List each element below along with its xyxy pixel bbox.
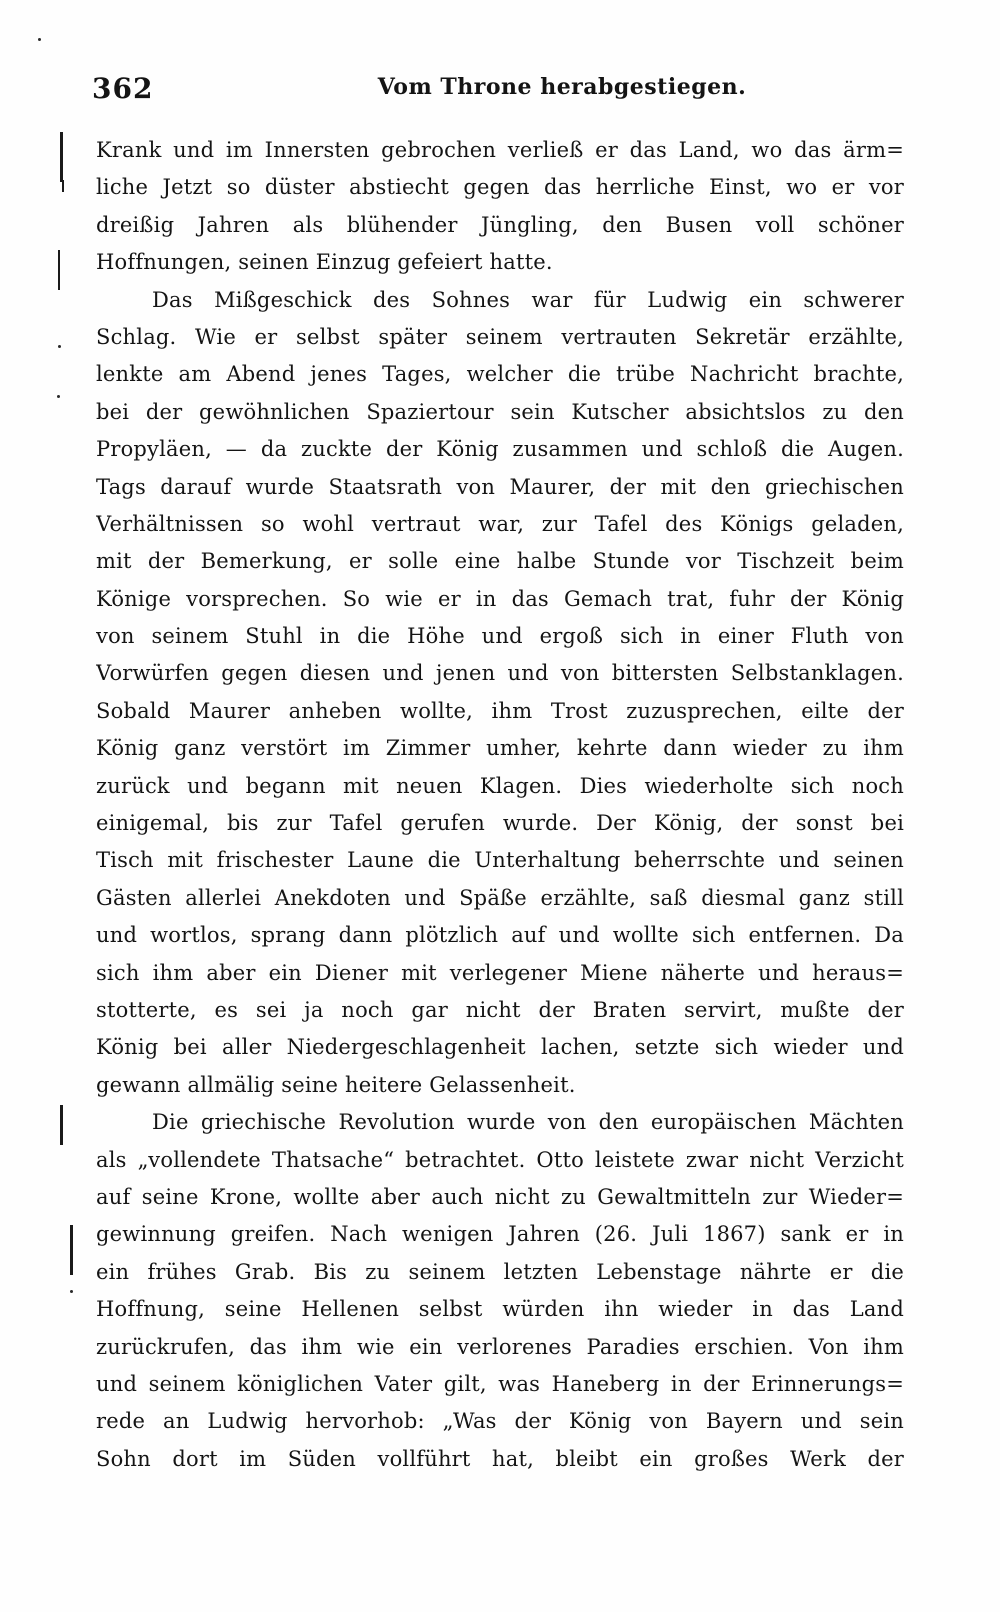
margin-mark (58, 250, 60, 290)
text-line: einigemal, bis zur Tafel gerufen wurde. Der König, der sonst bei (96, 811, 904, 836)
text-line: zurückrufen, das ihm wie ein verlorenes Paradies erschien. Von ihm (96, 1334, 904, 1359)
text-line: Propyläen, — da zuckte der König zusammen und schloß die Augen. (96, 437, 904, 462)
print-speck (57, 395, 60, 398)
text-line: auf seine Krone, wollte aber auch nicht zu Gewaltmitteln zur Wieder= (96, 1184, 904, 1209)
text-line: und seinem königlichen Vater gilt, was Haneberg in der Erinnerungs= (96, 1371, 904, 1396)
text-line: König bei aller Niedergeschlagenheit lachen, setzte sich wieder und (96, 1035, 904, 1060)
margin-mark (70, 1225, 73, 1275)
text-line: Das Mißgeschick des Sohnes war für Ludwig ein schwerer (152, 287, 904, 312)
print-speck (58, 345, 61, 348)
text-line: sich ihm aber ein Diener mit verlegener Miene näherte und heraus= (96, 960, 904, 985)
paragraph (96, 1104, 904, 1478)
text-line: ein frühes Grab. Bis zu seinem letzten Lebenstage nährte er die (96, 1259, 904, 1284)
text-line: mit der Bemerkung, er solle eine halbe Stunde vor Tischzeit beim (96, 549, 904, 574)
text-line: als „vollendete Thatsache“ betrachtet. Otto leistete zwar nicht Verzicht (96, 1147, 904, 1172)
page-header (92, 72, 904, 112)
body-text (96, 132, 904, 1478)
text-line: Vorwürfen gegen diesen und jenen und von bittersten Selbstanklagen. (96, 661, 904, 686)
running-title: Vom Throne herabgestiegen. (377, 74, 747, 100)
text-line: liche Jetzt so düster abstiecht gegen das herrliche Einst, wo er vor (96, 175, 904, 200)
text-line: Sobald Maurer anheben wollte, ihm Trost zuzusprechen, eilte der (96, 698, 904, 723)
text-line: von seinem Stuhl in die Höhe und ergoß sich in einer Fluth von (96, 624, 904, 649)
text-line: und wortlos, sprang dann plötzlich auf und wollte sich entfernen. Da (96, 923, 904, 948)
text-line: Könige vorsprechen. So wie er in das Gemach trat, fuhr der König (96, 586, 904, 611)
text-line: Krank und im Innersten gebrochen verließ er das Land, wo das ärm= (96, 138, 904, 162)
text-line: zurück und begann mit neuen Klagen. Dies wiederholte sich noch (96, 773, 904, 798)
margin-mark (62, 180, 64, 192)
page-number: 362 (92, 72, 154, 105)
text-line: Hoffnungen, seinen Einzug gefeiert hatte. (96, 250, 553, 275)
text-line: Tisch mit frischester Laune die Unterhaltung beherrschte und seinen (96, 848, 904, 873)
text-line: stotterte, es sei ja noch gar nicht der Braten servirt, mußte der (96, 997, 904, 1022)
text-line: gewinnung greifen. Nach wenigen Jahren (26. Juli 1867) sank er in (96, 1222, 904, 1247)
text-line: gewann allmälig seine heitere Gelassenheit. (96, 1072, 576, 1097)
margin-mark (60, 132, 63, 182)
text-line: Die griechische Revolution wurde von den europäischen Mächten (152, 1110, 904, 1135)
text-line: Hoffnung, seine Hellenen selbst würden ihn wieder in das Land (96, 1297, 904, 1322)
text-line: Gästen allerlei Anekdoten und Späße erzählte, saß diesmal ganz still (96, 885, 904, 910)
text-line: rede an Ludwig hervorhob: „Was der König von Bayern und sein (96, 1409, 904, 1434)
text-line: Verhältnissen so wohl vertraut war, zur Tafel des Königs geladen, (96, 511, 904, 536)
text-line: Sohn dort im Süden vollführt hat, bleibt ein großes Werk der (96, 1446, 904, 1471)
paragraph (96, 282, 904, 1105)
paragraph (96, 132, 904, 282)
text-line: Schlag. Wie er selbst später seinem vertrauten Sekretär erzählte, (96, 324, 904, 349)
margin-mark (60, 1105, 63, 1145)
text-line: König ganz verstört im Zimmer umher, kehrte dann wieder zu ihm (96, 736, 904, 761)
text-line: Tags darauf wurde Staatsrath von Maurer, der mit den griechischen (96, 474, 904, 499)
text-line: bei der gewöhnlichen Spaziertour sein Kutscher absichtslos zu den (96, 399, 904, 424)
text-line: dreißig Jahren als blühender Jüngling, den Busen voll schöner (96, 212, 904, 237)
text-line: lenkte am Abend jenes Tages, welcher die trübe Nachricht brachte, (96, 362, 904, 387)
print-speck (38, 38, 41, 41)
print-speck (70, 1290, 73, 1293)
